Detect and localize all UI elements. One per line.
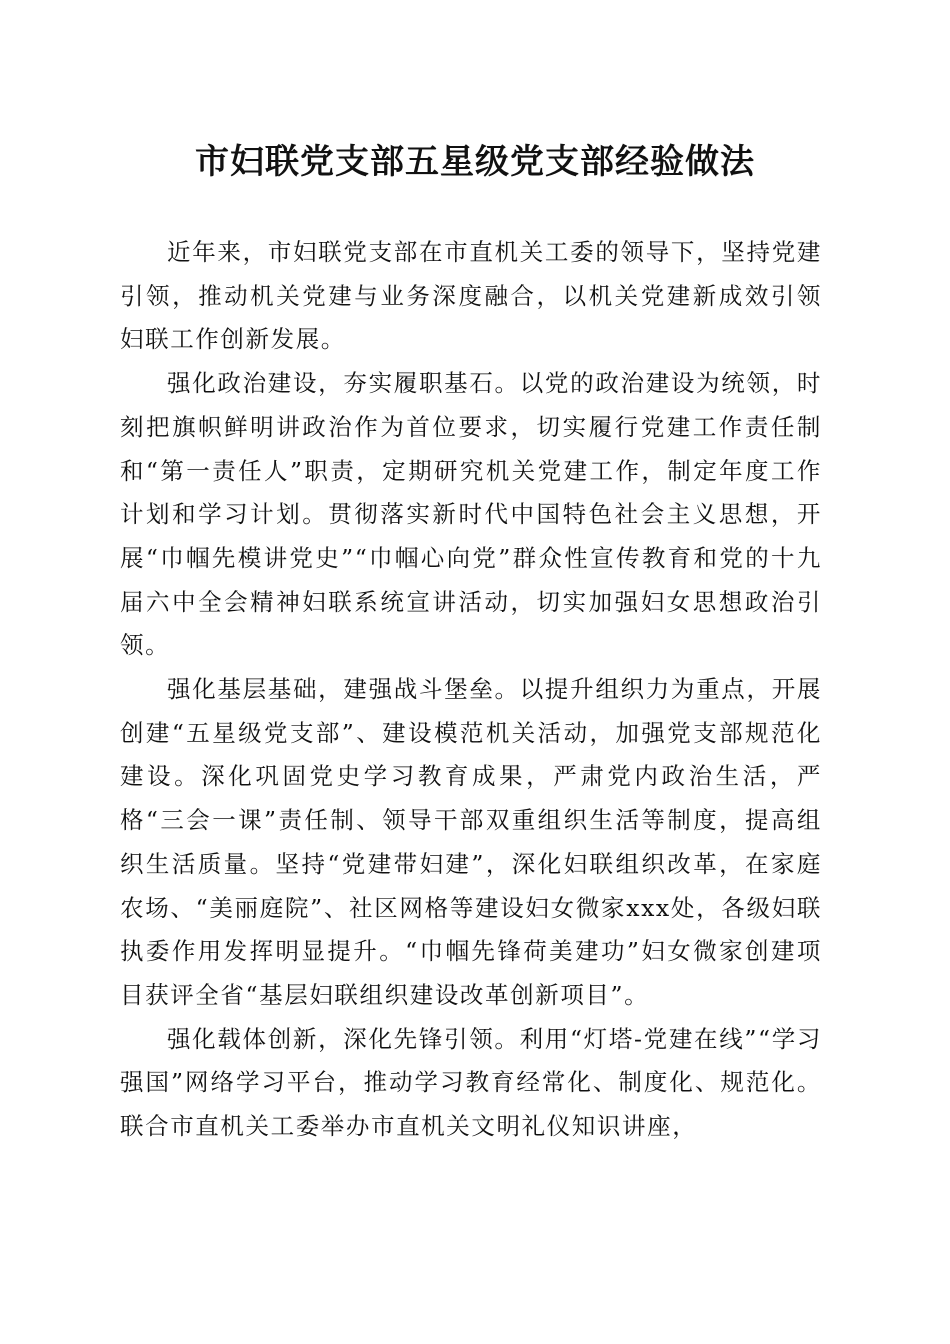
document-body (120, 231, 822, 1149)
paragraph-political-building: 强化政治建设，夯实履职基石。以党的政治建设为统领，时刻把旗帜鲜明讲政治作为首位要求，切实履行党建工作责任制和“第一责任人”职责，定期研究机关党建工作，制定年度工作计划和学习计划。贯彻落实新时代中国特色社会主义思想，开展“巾帼先模讲党史”“巾帼心向党”群众性宣传教育和党的十九届六中全会精神妇联系统宣讲活动，切实加强妇女思想政治引领。 (120, 369, 822, 660)
paragraph-carrier-innovation: 强化载体创新，深化先锋引领。利用“灯塔-党建在线”“学习强国”网络学习平台，推动学习教育经常化、制度化、规范化。联合市直机关工委举办市直机关文明礼仪知识讲座， (120, 1024, 822, 1141)
document-title: 市妇联党支部五星级党支部经验做法 (195, 142, 755, 182)
paragraph-intro: 近年来，市妇联党支部在市直机关工委的领导下，坚持党建引领，推动机关党建与业务深度融合，以机关党建新成效引领妇联工作创新发展。 (120, 238, 822, 354)
paragraph-grassroots-foundation: 强化基层基础，建强战斗堡垒。以提升组织力为重点，开展创建“五星级党支部”、建设模范机关活动，加强党支部规范化建设。深化巩固党史学习教育成果，严肃党内政治生活，严格“三会一课”责任制、领导干部双重组织生活等制度，提高组织生活质量。坚持“党建带妇建”，深化妇联组织改革，在家庭农场、“美丽庭院”、社区网格等建设妇女微家xxx处，各级妇联执委作用发挥明显提升。“巾帼先锋荷美建功”妇女微家创建项目获评全省“基层妇联组织建设改革创新项目”。 (120, 675, 822, 1009)
